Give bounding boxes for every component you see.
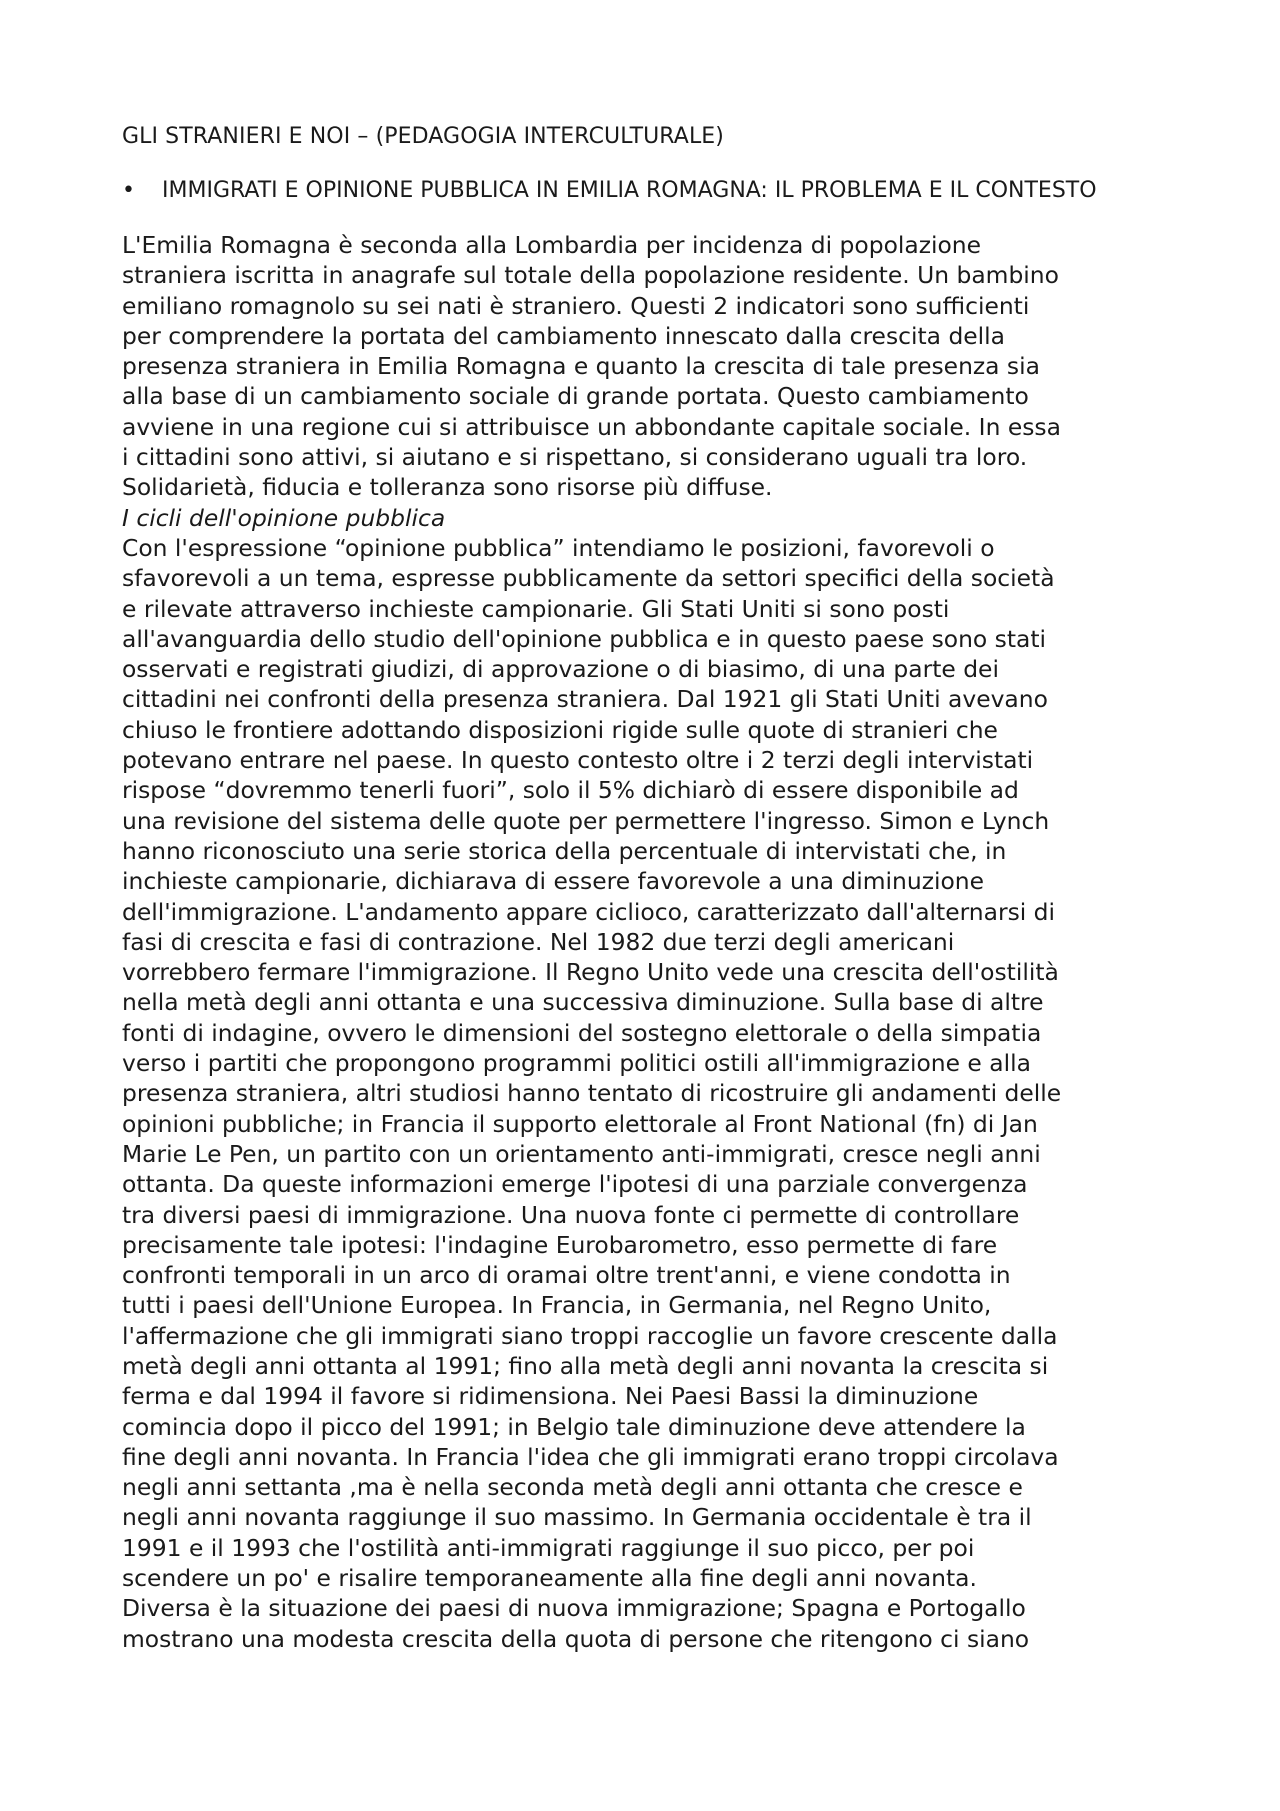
document-title: GLI STRANIERI E NOI – (PEDAGOGIA INTERCULTURALE) — [122, 124, 724, 149]
intro-paragraph: L'Emilia Romagna è seconda alla Lombardia per incidenza di popolazione straniera iscritta in anagrafe sul totale della popolazione residente. Un bambino emiliano romagnolo su sei nati è straniero. Questi 2 indicatori sono sufficienti per comprendere la portata del cambiamento innescato dalla crescita della presenza straniera in Emilia Romagna e quanto la crescita di tale presenza sia alla base di un cambiamento sociale di grande portata. Questo cambiamento avviene in una regione cui si attribuisce un abbondante capitale sociale. In essa i cittadini sono attivi, si aiutano e si rispettano, si considerano uguali tra loro. Solidarietà, fiducia e tolleranza sono risorse più diffuse. — [122, 231, 1061, 502]
bullet-icon: • — [122, 178, 135, 203]
document-page — [122, 122, 1172, 1654]
body-paragraph: Con l'espressione “opinione pubblica” intendiamo le posizioni, favorevoli o sfavorevoli a un tema, espresse pubblicamente da settori specifici della società e rilevate attraverso inchieste campionarie. Gli Stati Uniti si sono posti all'avanguardia dello studio dell'opinione pubblica e in questo paese sono stati osservati e registrati giudizi, di approvazione o di biasimo, di una parte dei cittadini nei confronti della presenza straniera. Dal 1921 gli Stati Uniti avevano chiuso le frontiere adottando disposizioni rigide sulle quote di stranieri che potevano entrare nel paese. In questo contesto oltre i 2 terzi degli intervistati rispose “dovremmo tenerli fuori”, solo il 5% dichiarò di essere disponibile ad una revisione del sistema delle quote per permettere l'ingresso. Simon e Lynch hanno riconosciuto una serie storica della percentuale di intervistati che, in inchieste campionarie, dichiarava di essere favorevole a una diminuzione dell'immigrazione. L'andamento appare ciclioco, caratterizzato dall'alternarsi di fasi di crescita e fasi di contrazione. Nel 1982 due terzi degli americani vorrebbero fermare l'immigrazione. Il Regno Unito vede una crescita dell'ostilità nella metà degli anni ottanta e una successiva diminuzione. Sulla base di altre fonti di indagine, ovvero le dimensioni del sostegno elettorale o della simpatia verso i partiti che propongono programmi politici ostili all'immigrazione e alla presenza straniera, altri studiosi hanno tentato di ricostruire gli andamenti delle opinioni pubbliche; in Francia il supporto elettorale al Front National (fn) di Jan Marie Le Pen, un partito con un orientamento anti-immigrati, cresce negli anni ottanta. Da queste informazioni emerge l'ipotesi di una parziale convergenza tra diversi paesi di immigrazione. Una nuova fonte ci permette di controllare precisamente tale ipotesi: l'indagine Eurobarometro, esso permette di fare confronti temporali in un arco di oramai oltre trent'anni, e viene condotta in tutti i paesi dell'Unione Europea. In Francia, in Germania, nel Regno Unito, l'affermazione che gli immigrati siano troppi raccoglie un favore crescente dalla metà degli anni ottanta al 1991; fino alla metà degli anni novanta la crescita si ferma e dal 1994 il favore si ridimensiona. Nei Paesi Bassi la diminuzione comincia dopo il picco del 1991; in Belgio tale diminuzione deve attendere la fine degli anni novanta. In Francia l'idea che gli immigrati erano troppi circolava negli anni settanta ,ma è nella seconda metà degli anni ottanta che cresce e negli anni novanta raggiunge il suo massimo. In Germania occidentale è tra il 1991 e il 1993 che l'ostilità anti-immigrati raggiunge il suo picco, per poi scendere un po' e risalire temporaneamente alla fine degli anni novanta. Diversa è la situazione dei paesi di nuova immigrazione; Spagna e Portogallo mostrano una modesta crescita della quota di persone che ritengono ci siano — [122, 533, 1062, 1653]
section-heading — [122, 176, 1172, 206]
section-heading-text: IMMIGRATI E OPINIONE PUBBLICA IN EMILIA ROMAGNA: IL PROBLEMA E IL CONTESTO — [162, 178, 1097, 203]
subsection-title: I cicli dell'opinione pubblica — [122, 503, 446, 532]
